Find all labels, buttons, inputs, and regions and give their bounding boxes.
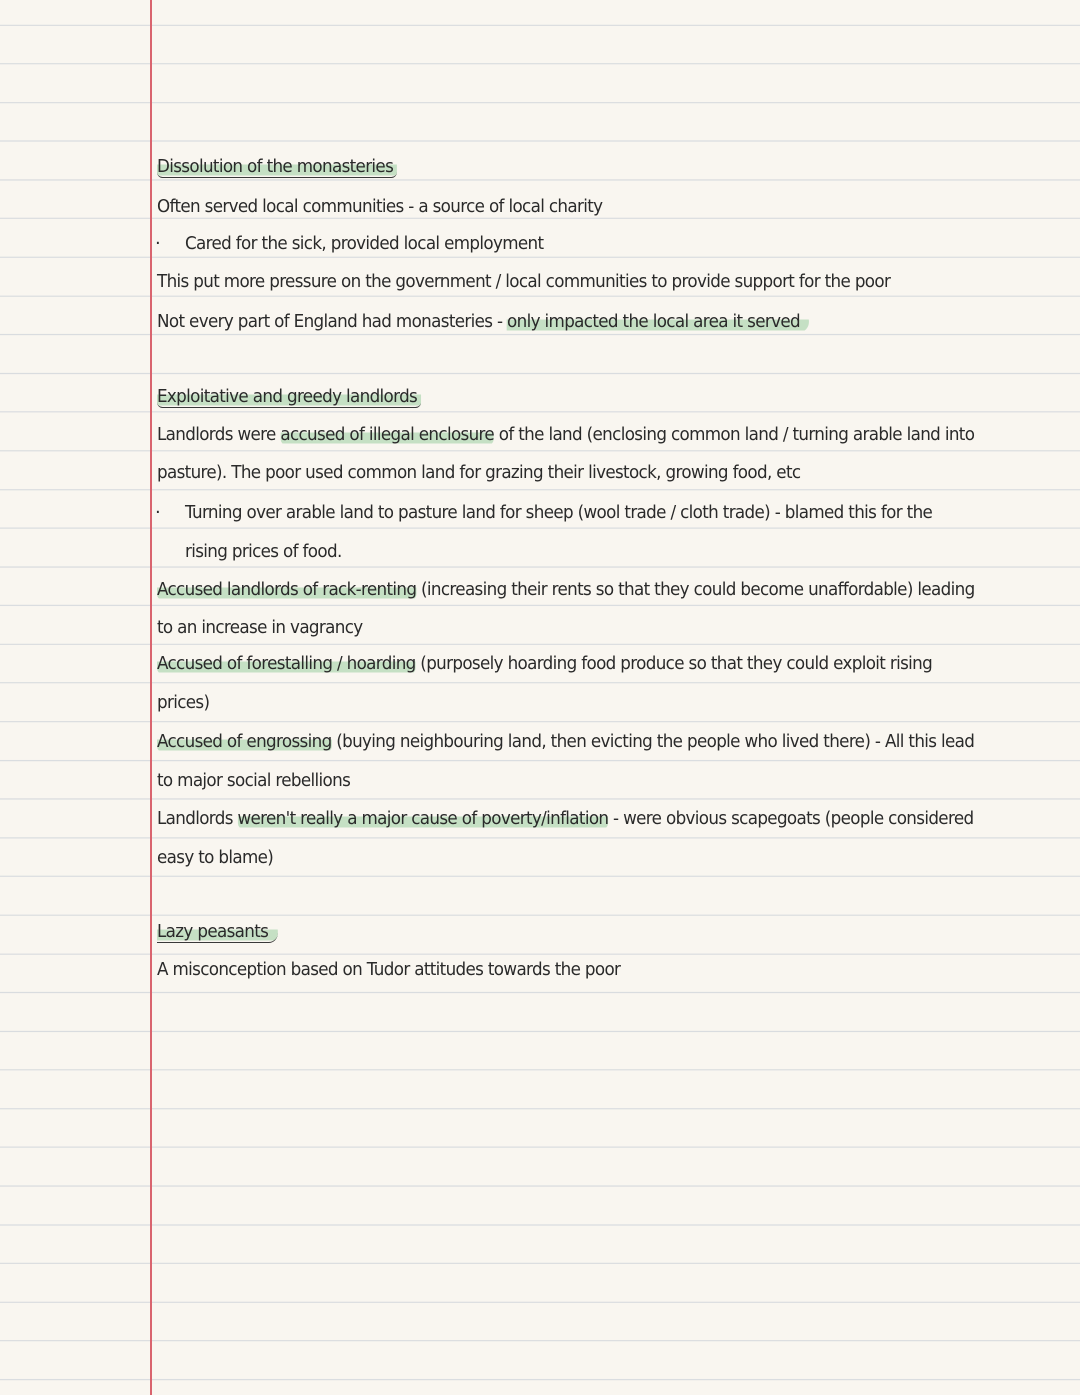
landlords-line-7: Accused of engrossing (buying neighbouring land, then evicting the people who lived there) - All this lead [157,731,975,752]
highlight: Accused of engrossing [157,731,332,752]
landlords-line-9: Landlords weren't really a major cause of poverty/inflation - were obvious scapegoats (people considered [157,808,974,829]
monasteries-line-2: This put more pressure on the government / local communities to provide support for the poor [157,271,891,292]
monasteries-line-3: Not every part of England had monasteries - only impacted the local area it served [157,309,809,335]
peasants-heading: Lazy peasants [157,919,278,945]
monasteries-heading: Dissolution of the monasteries [157,154,397,180]
landlords-line-2: pasture). The poor used common land for grazing their livestock, growing food, etc [157,462,801,483]
landlords-line-5: Accused of forestalling / hoarding (purposely hoarding food produce so that they could exploit rising [157,653,933,674]
landlords-line-10: easy to blame) [157,847,274,868]
highlight: only impacted the local area it served [507,311,809,332]
landlords-line-4: to an increase in vagrancy [157,617,363,638]
highlight: weren't really a major cause of poverty/inflation [237,808,609,829]
landlords-line-3: Accused landlords of rack-renting (increasing their rents so that they could become unaffordable) leading [157,579,975,600]
monasteries-line-1: Often served local communities - a source of local charity [157,196,603,217]
highlight: Accused of forestalling / hoarding [157,653,416,674]
page-margin-line [150,0,152,1395]
bullet-dot: · [155,502,161,523]
bullet-dot: · [155,233,161,254]
highlight: accused of illegal enclosure [280,424,495,445]
peasants-line-1: A misconception based on Tudor attitudes towards the poor [157,959,621,980]
landlords-heading: Exploitative and greedy landlords [157,384,421,410]
landlords-line-6: prices) [157,692,210,713]
highlight: Accused landlords of rack-renting [157,579,417,600]
landlords-line-8: to major social rebellions [157,770,351,791]
landlords-bullet-1-cont: rising prices of food. [185,541,342,562]
landlords-line-1: Landlords were accused of illegal enclosure of the land (enclosing common land / turning arable land into [157,424,975,445]
